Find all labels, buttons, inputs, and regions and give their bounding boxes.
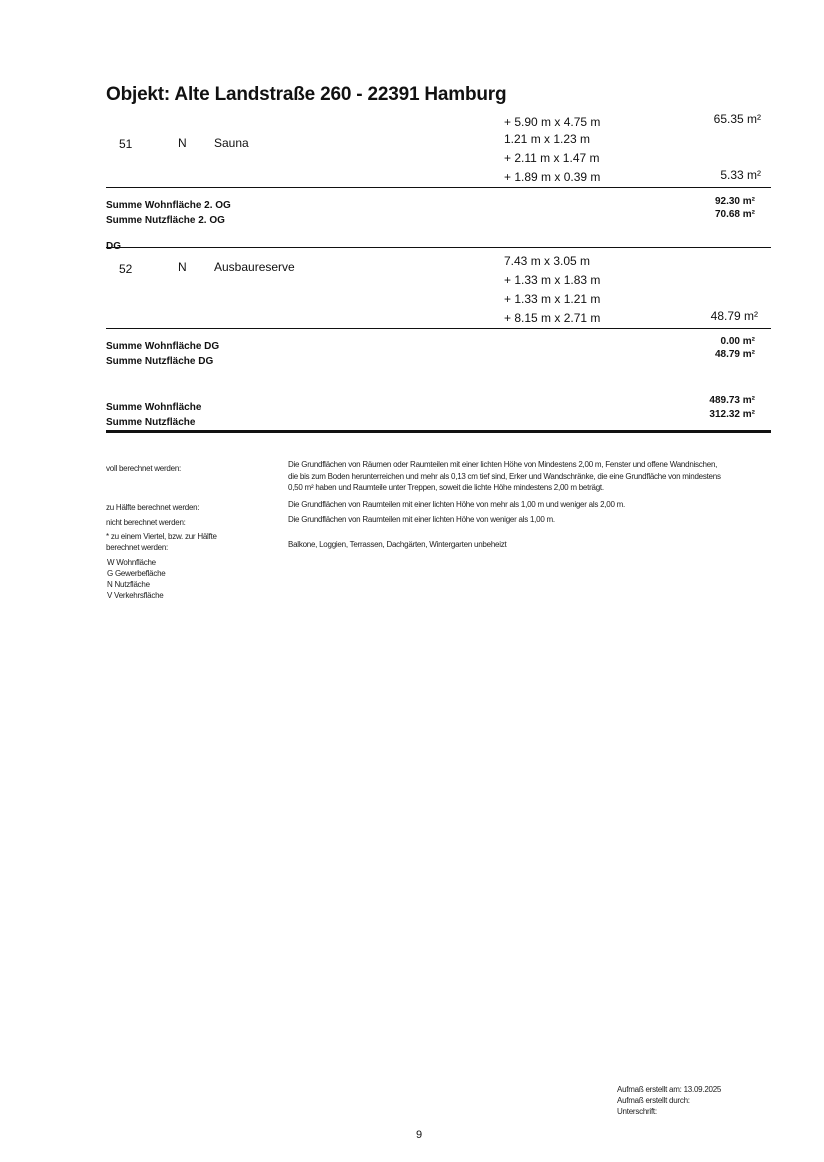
sum-label: Summe Nutzfläche DG — [106, 356, 214, 367]
sum-value: 48.79 m² — [714, 349, 755, 360]
area-code: V Verkehrsfläche — [107, 591, 164, 600]
measure-line: + 2.11 m x 1.47 m — [504, 151, 600, 165]
legend-text: Balkone, Loggien, Terrassen, Dachgärten, Wintergarten unbeheizt — [288, 540, 507, 549]
total-divider — [106, 430, 771, 433]
measure-line: + 8.15 m x 2.71 m — [504, 311, 601, 325]
legend-text: Die Grundflächen von Raumteilen mit einer lichten Höhe von mehr als 1,00 m und weniger als 2,00 m. — [288, 500, 626, 509]
footer-line: Unterschrift: — [617, 1107, 657, 1116]
page-title: Objekt: Alte Landstraße 260 - 22391 Hamburg — [106, 84, 507, 105]
sum-value: 0.00 m² — [720, 336, 755, 347]
sum-label: Summe Wohnfläche DG — [106, 341, 220, 352]
area-value: 48.79 m² — [710, 309, 758, 323]
area-code: N Nutzfläche — [107, 580, 150, 589]
footer-line: Aufmaß erstellt am: 13.09.2025 — [617, 1085, 722, 1094]
section-divider — [106, 328, 771, 329]
room-name: Ausbaureserve — [214, 260, 295, 274]
area-value: 65.35 m² — [713, 112, 761, 126]
total-label: Summe Nutzfläche — [106, 417, 196, 428]
footer-line: Aufmaß erstellt durch: — [617, 1096, 690, 1105]
total-label: Summe Wohnfläche — [106, 402, 202, 413]
legend-label: zu Hälfte berechnet werden: — [106, 503, 200, 512]
legend-label: nicht berechnet werden: — [106, 518, 186, 527]
legend-text: Die Grundflächen von Räumen oder Raumteilen mit einer lichten Höhe von Mindestens 2,00 m, Fenster und offene Wandnischen, die bis zum Boden herunterreichen und mehr als 0,13 cm tief sind, Erker und Wandschränke, die eine Grundfläche von mindestens 0,50 m² haben und Raumteile unter Treppen, soweit die lichte Höhe mindestens 2,00 m beträgt. — [288, 460, 721, 492]
measure-line: 7.43 m x 3.05 m — [504, 254, 591, 268]
measure-line: + 1.33 m x 1.21 m — [504, 292, 601, 306]
total-value: 312.32 m² — [709, 409, 755, 420]
room-type: N — [178, 260, 187, 274]
measure-line: + 1.33 m x 1.83 m — [504, 273, 601, 287]
area-code: G Gewerbefläche — [107, 569, 166, 578]
legend-label: * zu einem Viertel, bzw. zur Hälfte — [106, 532, 217, 541]
total-value: 489.73 m² — [709, 395, 755, 406]
room-number: 52 — [119, 262, 133, 276]
area-value: 5.33 m² — [720, 168, 761, 182]
section-divider — [106, 187, 771, 188]
section-divider — [106, 247, 771, 248]
legend-label: voll berechnet werden: — [106, 464, 181, 473]
room-number: 51 — [119, 137, 133, 151]
legend-text: Die Grundflächen von Raumteilen mit einer lichten Höhe von weniger als 1,00 m. — [288, 515, 555, 524]
measure-line: 1.21 m x 1.23 m — [504, 132, 591, 146]
sum-value: 70.68 m² — [714, 209, 755, 220]
legend-label: berechnet werden: — [106, 543, 169, 552]
area-code: W Wohnfläche — [107, 558, 156, 567]
room-name: Sauna — [214, 136, 249, 150]
sum-label: Summe Nutzfläche 2. OG — [106, 215, 225, 226]
page-number: 9 — [416, 1129, 423, 1141]
measure-line: + 1.89 m x 0.39 m — [504, 170, 601, 184]
room-type: N — [178, 136, 187, 150]
sum-value: 92.30 m² — [714, 196, 755, 207]
sum-label: Summe Wohnfläche 2. OG — [106, 200, 231, 211]
measure-line: + 5.90 m x 4.75 m — [504, 115, 601, 129]
